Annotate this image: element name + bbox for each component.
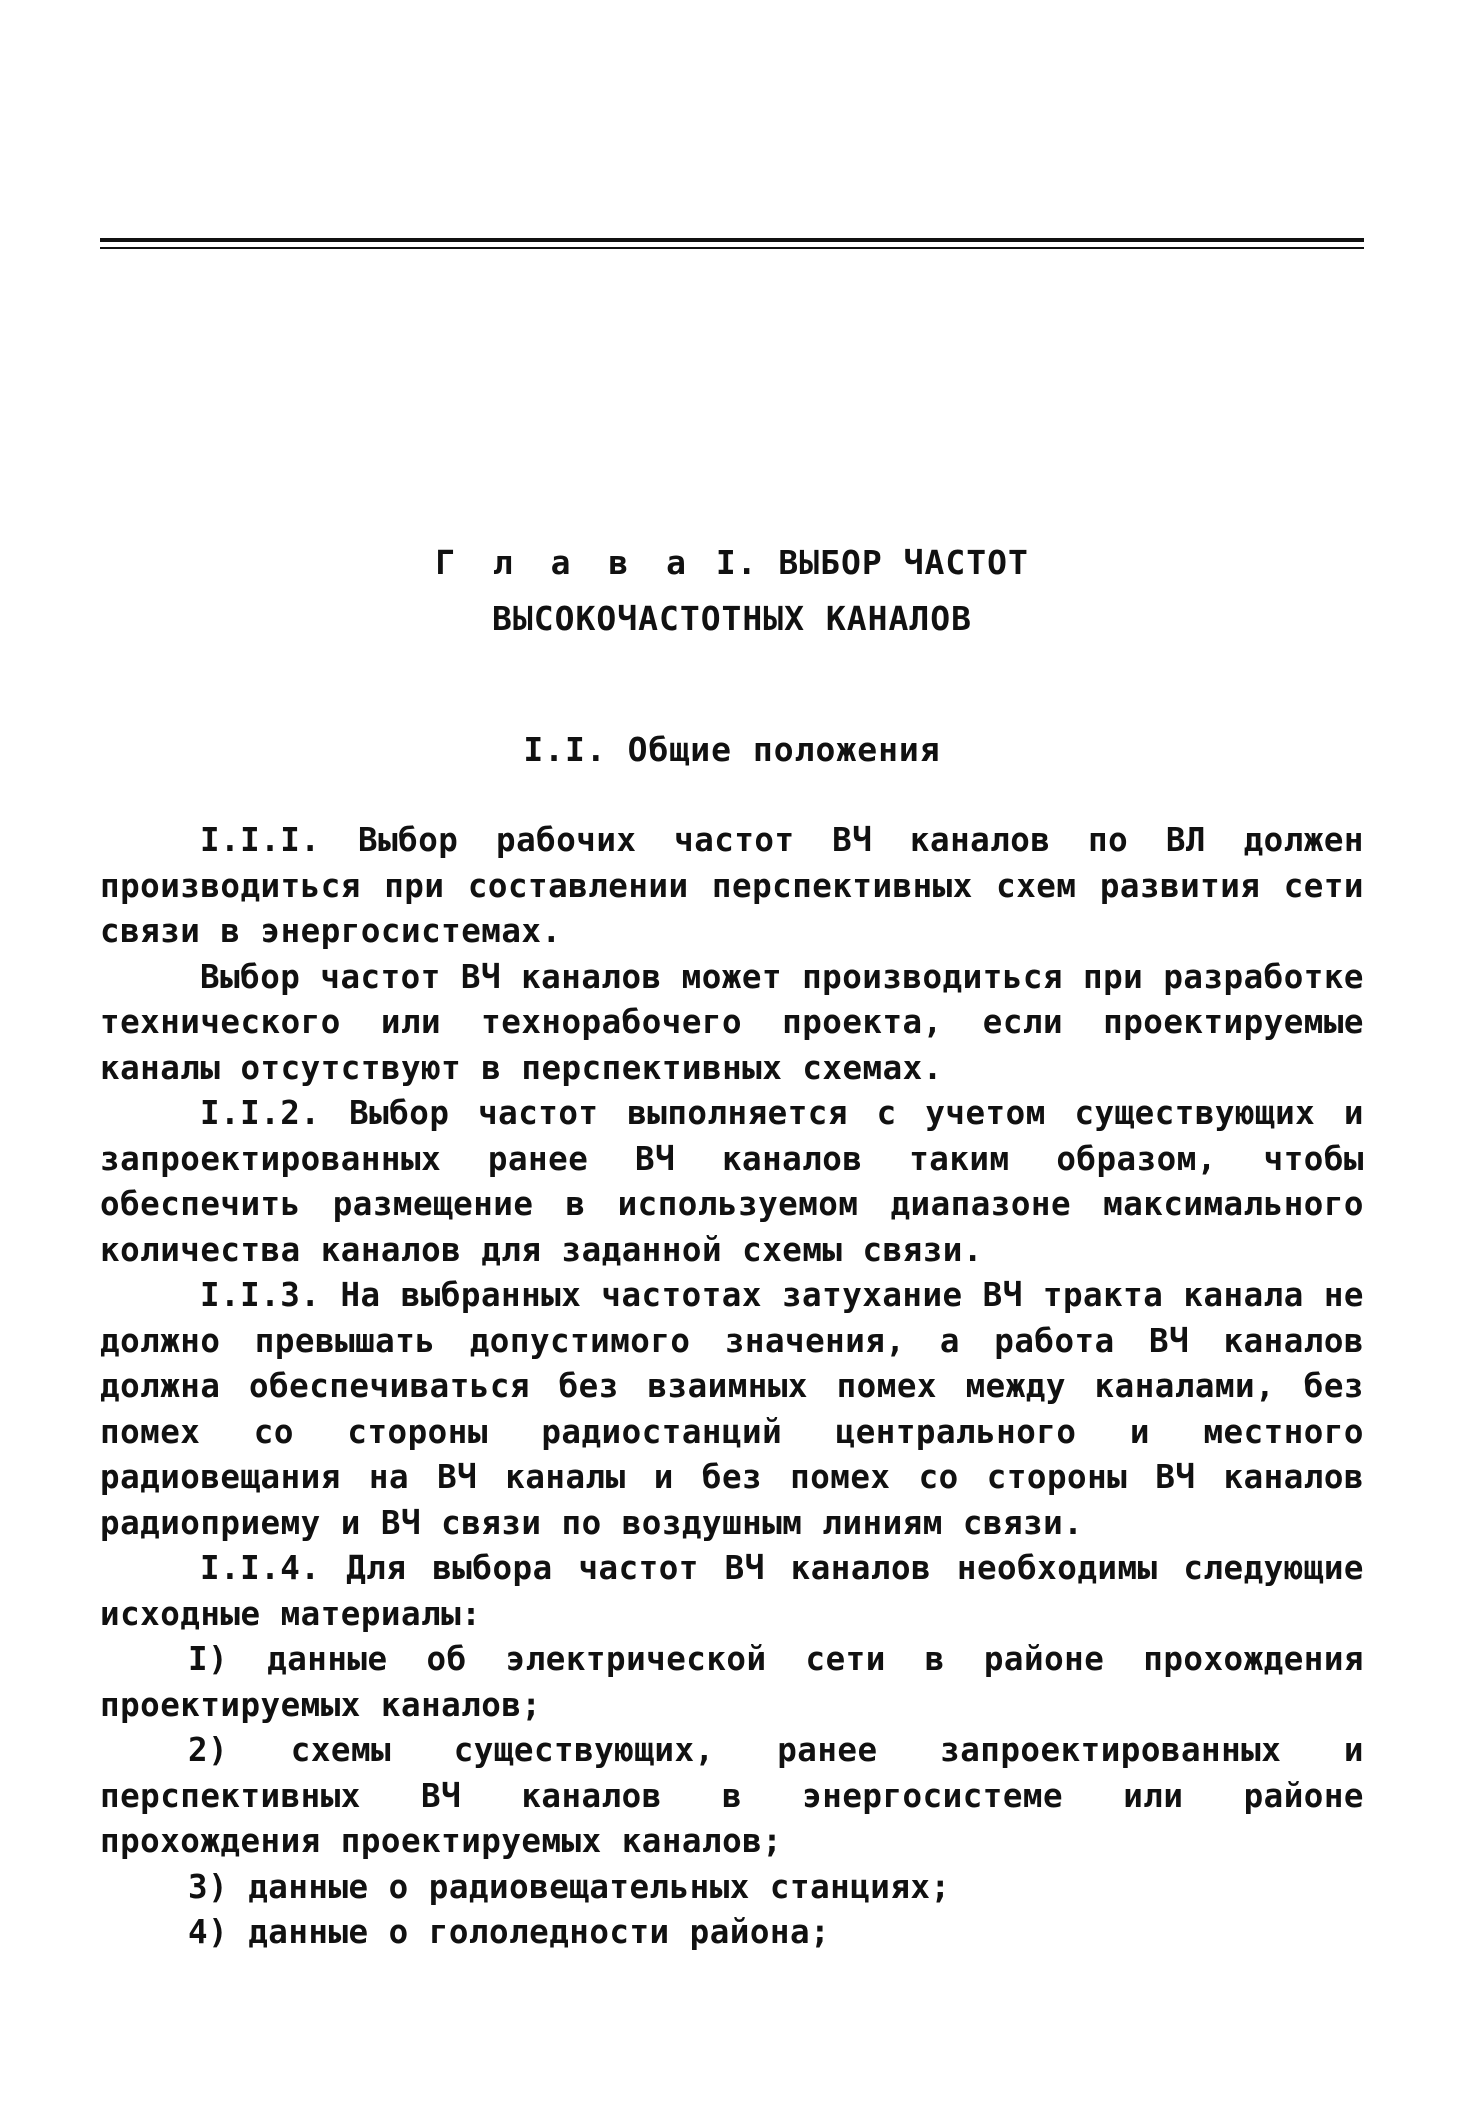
chapter-title-line2: ВЫСОКОЧАСТОТНЫХ КАНАЛОВ [492, 599, 972, 638]
section-title: I.I. Общие положения [523, 730, 941, 769]
chapter-title-line1 [0, 535, 1464, 591]
chapter-number-title: I. ВЫБОР ЧАСТОТ [694, 543, 1029, 582]
list-item: I) данные об электрической сети в районе прохождения проектируемых каналов; [100, 1640, 1364, 1724]
header-rule-bottom [100, 247, 1364, 249]
list-item: 2) схемы существующих, ранее запроектированных и перспективных ВЧ каналов в энергосистеме или районе прохождения проектируемых каналов; [100, 1731, 1364, 1860]
body-text [100, 818, 1364, 1956]
chapter-label: Г л а в а [435, 543, 695, 582]
paragraph-1-1-2: I.I.2. Выбор частот выполняется с учетом существующих и запроектированных ранее ВЧ каналов таким образом, чтобы обеспечить размещение в используемом диапазоне максимального количества каналов для заданной схемы связи. [100, 1094, 1364, 1269]
paragraph-1-1-1: I.I.I. Выбор рабочих частот ВЧ каналов по ВЛ должен производиться при составлении перспективных схем развития сети связи в энергосистемах. [100, 821, 1364, 950]
paragraph-1-1-3: I.I.3. На выбранных частотах затухание ВЧ тракта канала не должно превышать допустимого значения, а работа ВЧ каналов должна обеспечиваться без взаимных помех между каналами, без помех со стороны радиостанций центрального и местного радиовещания на ВЧ каналы и без помех со стороны ВЧ каналов радиоприему и ВЧ связи по воздушным линиям связи. [100, 1276, 1364, 1542]
header-double-rule [100, 238, 1364, 254]
list-item: 4) данные о гололедности района; [188, 1913, 831, 1951]
header-rule-top [100, 238, 1364, 242]
paragraph-1-1-1-continued: Выбор частот ВЧ каналов может производиться при разработке технического или технорабочего проекта, если проектируемые каналы отсутствуют в перспективных схемах. [100, 957, 1364, 1087]
chapter-title [0, 535, 1464, 647]
paragraph-1-1-4: I.I.4. Для выбора частот ВЧ каналов необходимы следующие исходные материалы: [100, 1549, 1364, 1633]
list-item: 3) данные о радиовещательных станциях; [188, 1867, 951, 1906]
